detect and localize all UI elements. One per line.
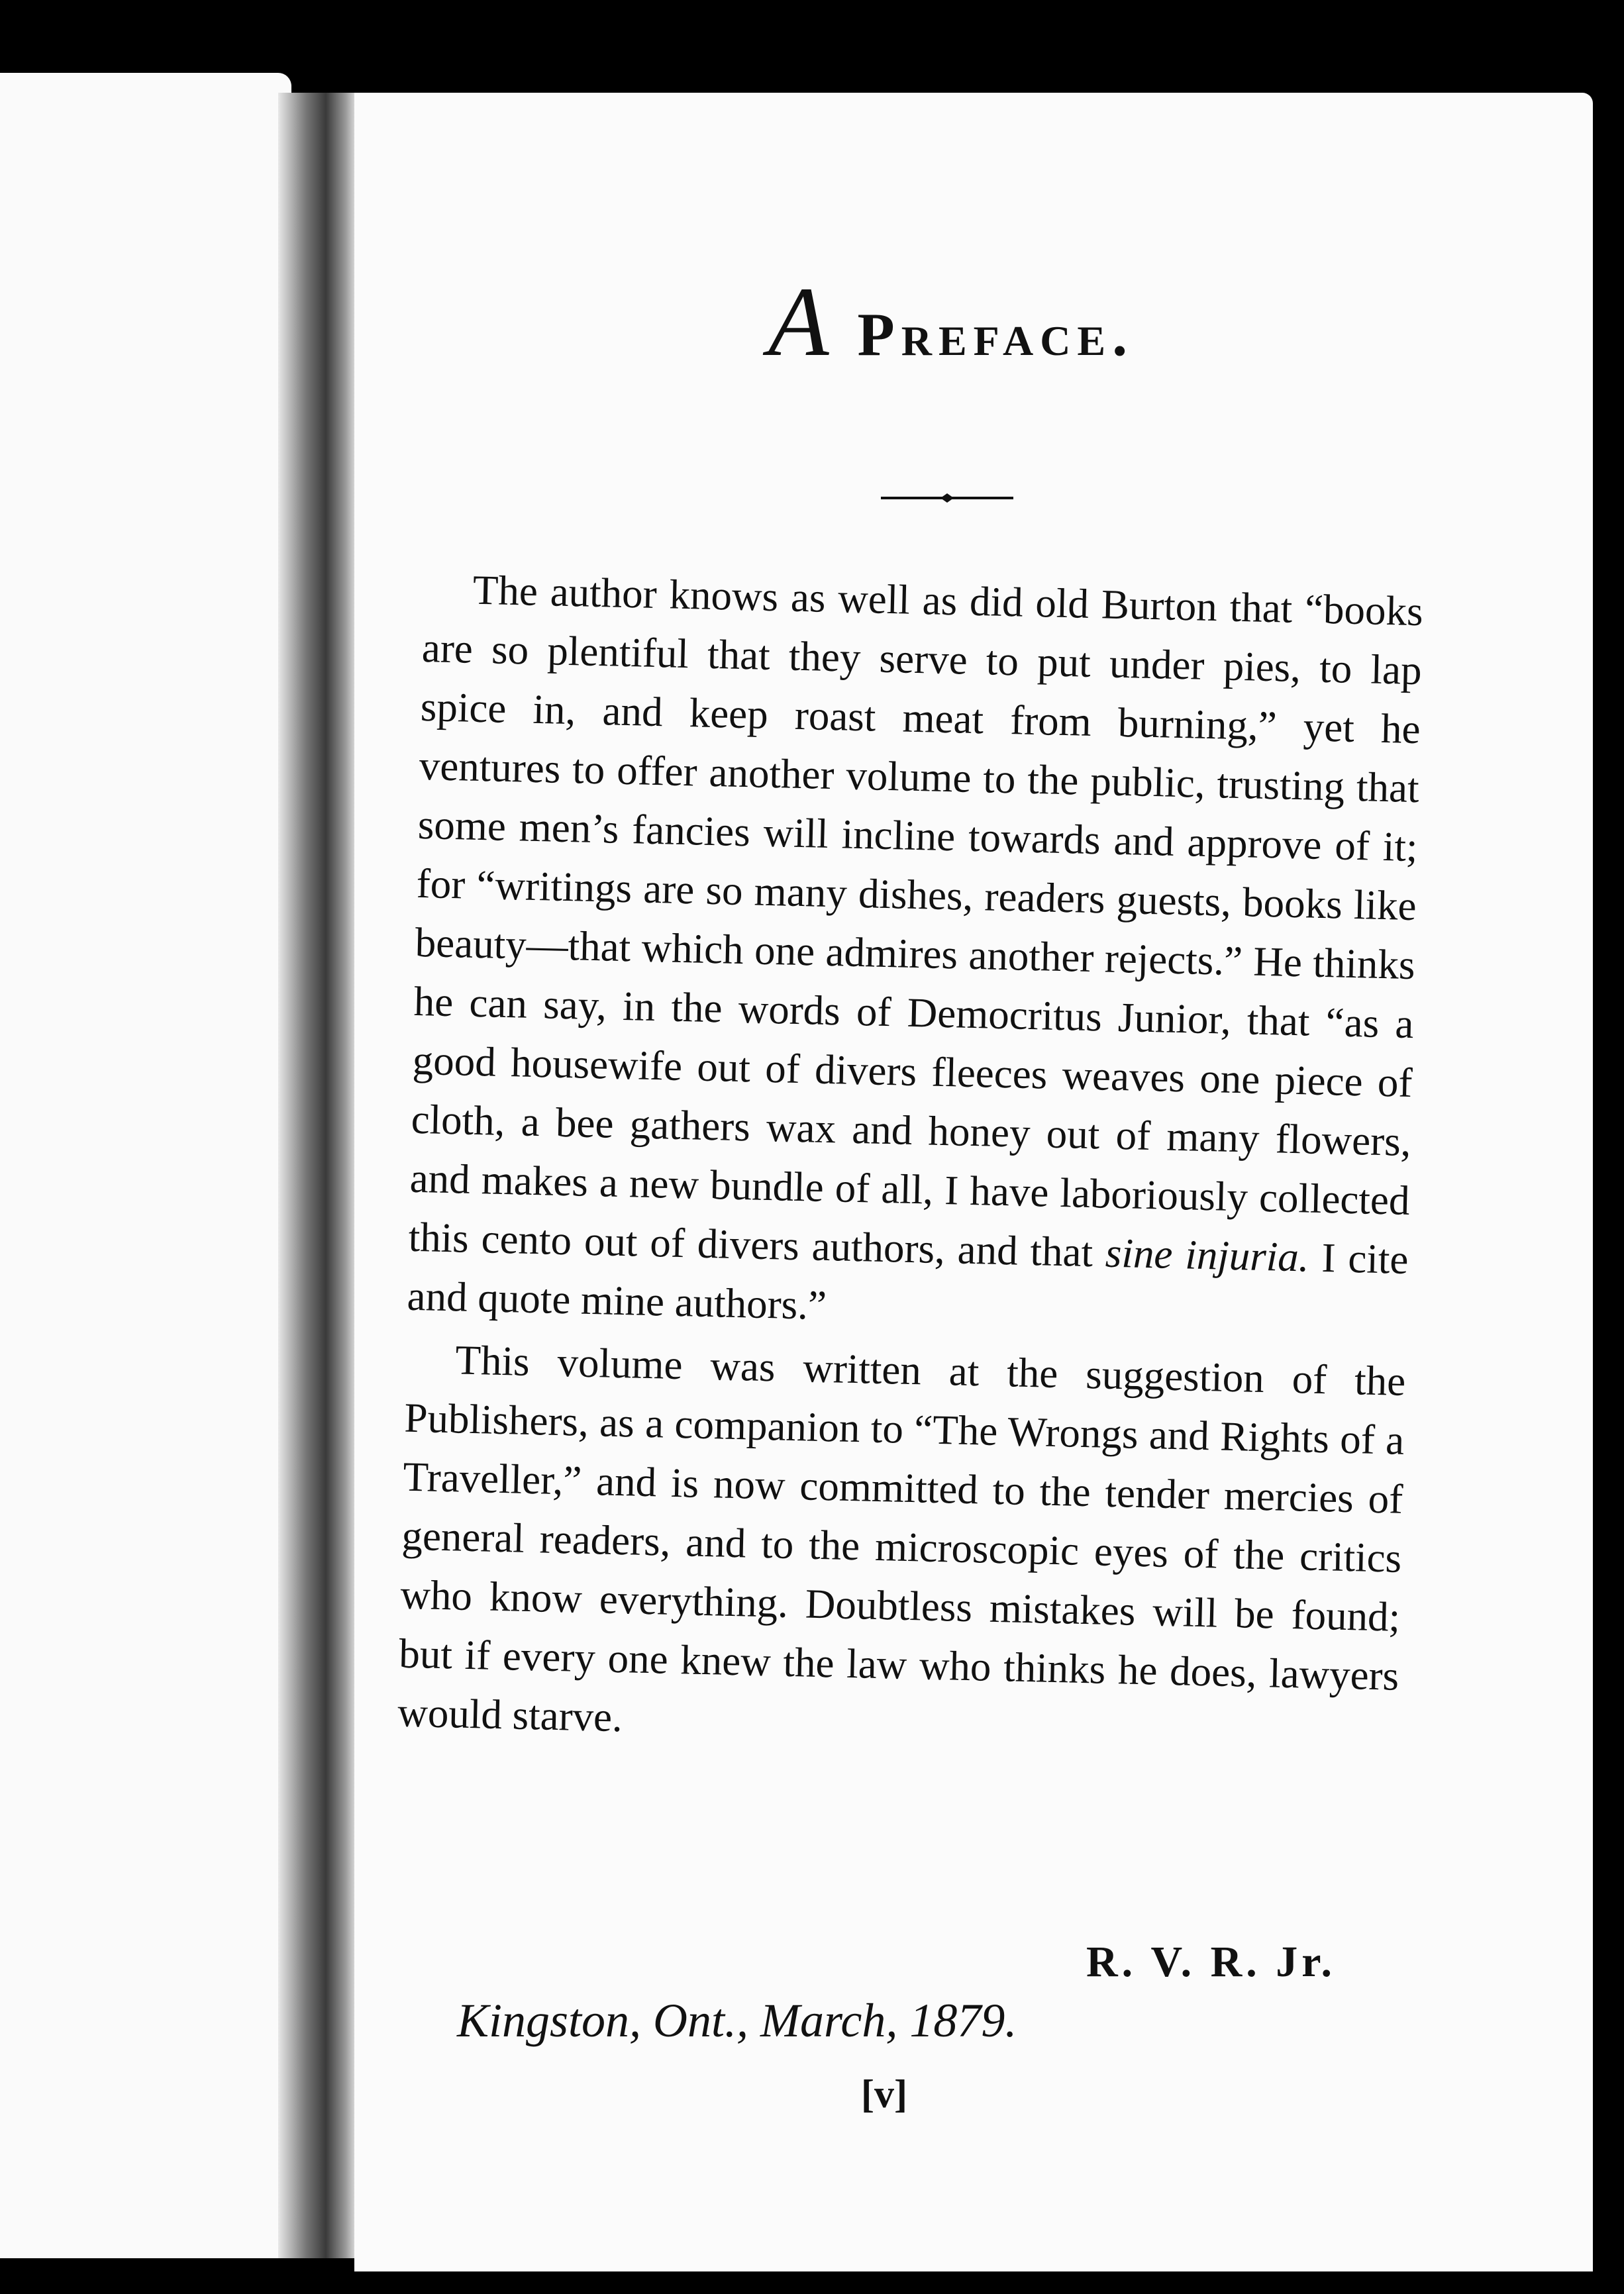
title-text: Preface. [857, 301, 1135, 368]
place-and-date: Kingston, Ont., March, 1879. [457, 1994, 1017, 2047]
book-gutter-shadow [278, 93, 358, 2258]
page-number: [v] [861, 2072, 907, 2116]
paragraph-1 [407, 560, 1424, 1348]
paragraph-2-text: This volume was written at the suggestion of the Publishers, as a companion to “The Wrongs and Rights of a Traveller,” and is now committed to the tender mercies of general readers, and to the microscopic eyes of the critics who know everything. Doubtless mistakes will be found; but if every one knew the law who thinks he does, lawyers would starve. [397, 1336, 1407, 1741]
author-signature: R. V. R. Jr. [1086, 1938, 1337, 1986]
title-initial: A [768, 267, 836, 377]
paragraph-1-italic: sine injuria. [1105, 1229, 1310, 1281]
preface-title [768, 265, 1134, 379]
paragraph-1-after: I cite and quote mine authors.” [406, 1234, 1409, 1329]
facing-page-left [0, 73, 291, 2258]
paragraph-1-text: The author knows as well as did old Burton that “books are so plentiful that they serve to put under pies, to lap spice in, and keep roast meat from burning,” yet he ventures to offer another volume to the public, trusting that some men’s fancies will incline towards and approve of it; for “writings are so many dishes, readers guests, books like beauty—that which one admires another rejects.” He thinks he can say, in the words of Democritus Junior, that “as a good housewife out of divers fleeces weaves one piece of cloth, a bee gathers wax and honey out of many flowers, and makes a new bundle of all, I have laboriously collected this cento out of divers authors, and that [407, 566, 1424, 1276]
preface-body [397, 560, 1423, 1765]
ornament-rule-icon [881, 491, 1013, 505]
page-heading [0, 265, 1624, 379]
paragraph-2 [397, 1330, 1406, 1765]
